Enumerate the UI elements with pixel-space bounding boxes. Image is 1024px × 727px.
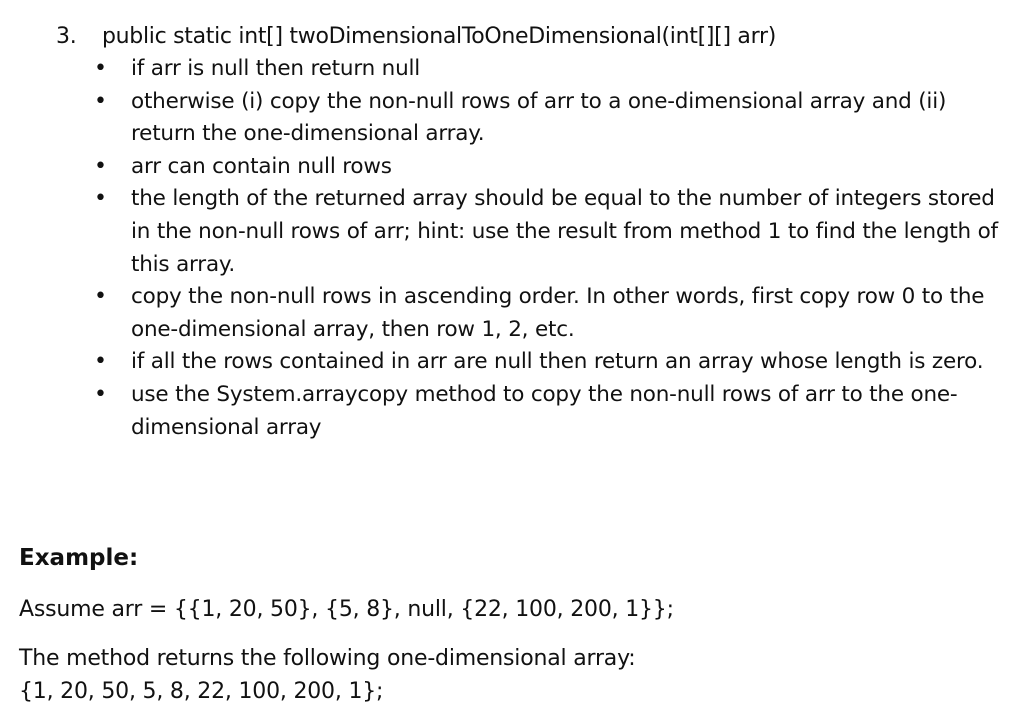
bullet-icon: • (94, 186, 107, 212)
example-heading: Example: (19, 545, 139, 571)
list-item-text: otherwise (i) copy the non-null rows of arr to a one-dimensional array and (ii) return the one-dimensional array. (131, 88, 947, 147)
bullet-icon: • (94, 88, 107, 114)
list-item (92, 86, 1002, 151)
example-result-array: {1, 20, 50, 5, 8, 22, 100, 200, 1}; (19, 679, 384, 704)
bullet-icon: • (94, 381, 107, 407)
requirements-list (92, 53, 1002, 444)
bullet-icon: • (94, 153, 107, 179)
list-item (92, 281, 1002, 346)
method-signature: public static int[] twoDimensionalToOneDimensional(int[][] arr) (102, 24, 776, 49)
list-item-text: if all the rows contained in arr are null then return an array whose length is zero. (131, 349, 984, 375)
example-returns-intro: The method returns the following one-dimensional array: (19, 646, 636, 671)
bullet-icon: • (94, 349, 107, 375)
method-heading (56, 20, 776, 53)
list-item (92, 346, 1002, 379)
bullet-icon: • (94, 284, 107, 310)
bullet-icon: • (94, 56, 107, 81)
list-item (92, 151, 1002, 184)
list-item-text: copy the non-null rows in ascending order. In other words, first copy row 0 to the one-dimensional array, then row 1, 2, etc. (131, 284, 985, 342)
list-item (92, 53, 1002, 86)
list-item-text: use the System.arraycopy method to copy the non-null rows of arr to the one-dimensional array (131, 381, 958, 440)
list-item (92, 183, 1002, 281)
example-assume-line: Assume arr = {{1, 20, 50}, {5, 8}, null, {22, 100, 200, 1}}; (19, 597, 674, 622)
list-item-text: if arr is null then return null (131, 56, 421, 81)
list-item-text: the length of the returned array should be equal to the number of integers stored in the non-null rows of arr; hint: use the result from method 1 to find the length of this array. (131, 186, 998, 277)
item-number: 3. (56, 24, 77, 49)
list-item (92, 379, 1002, 444)
list-item-text: arr can contain null rows (131, 153, 392, 179)
